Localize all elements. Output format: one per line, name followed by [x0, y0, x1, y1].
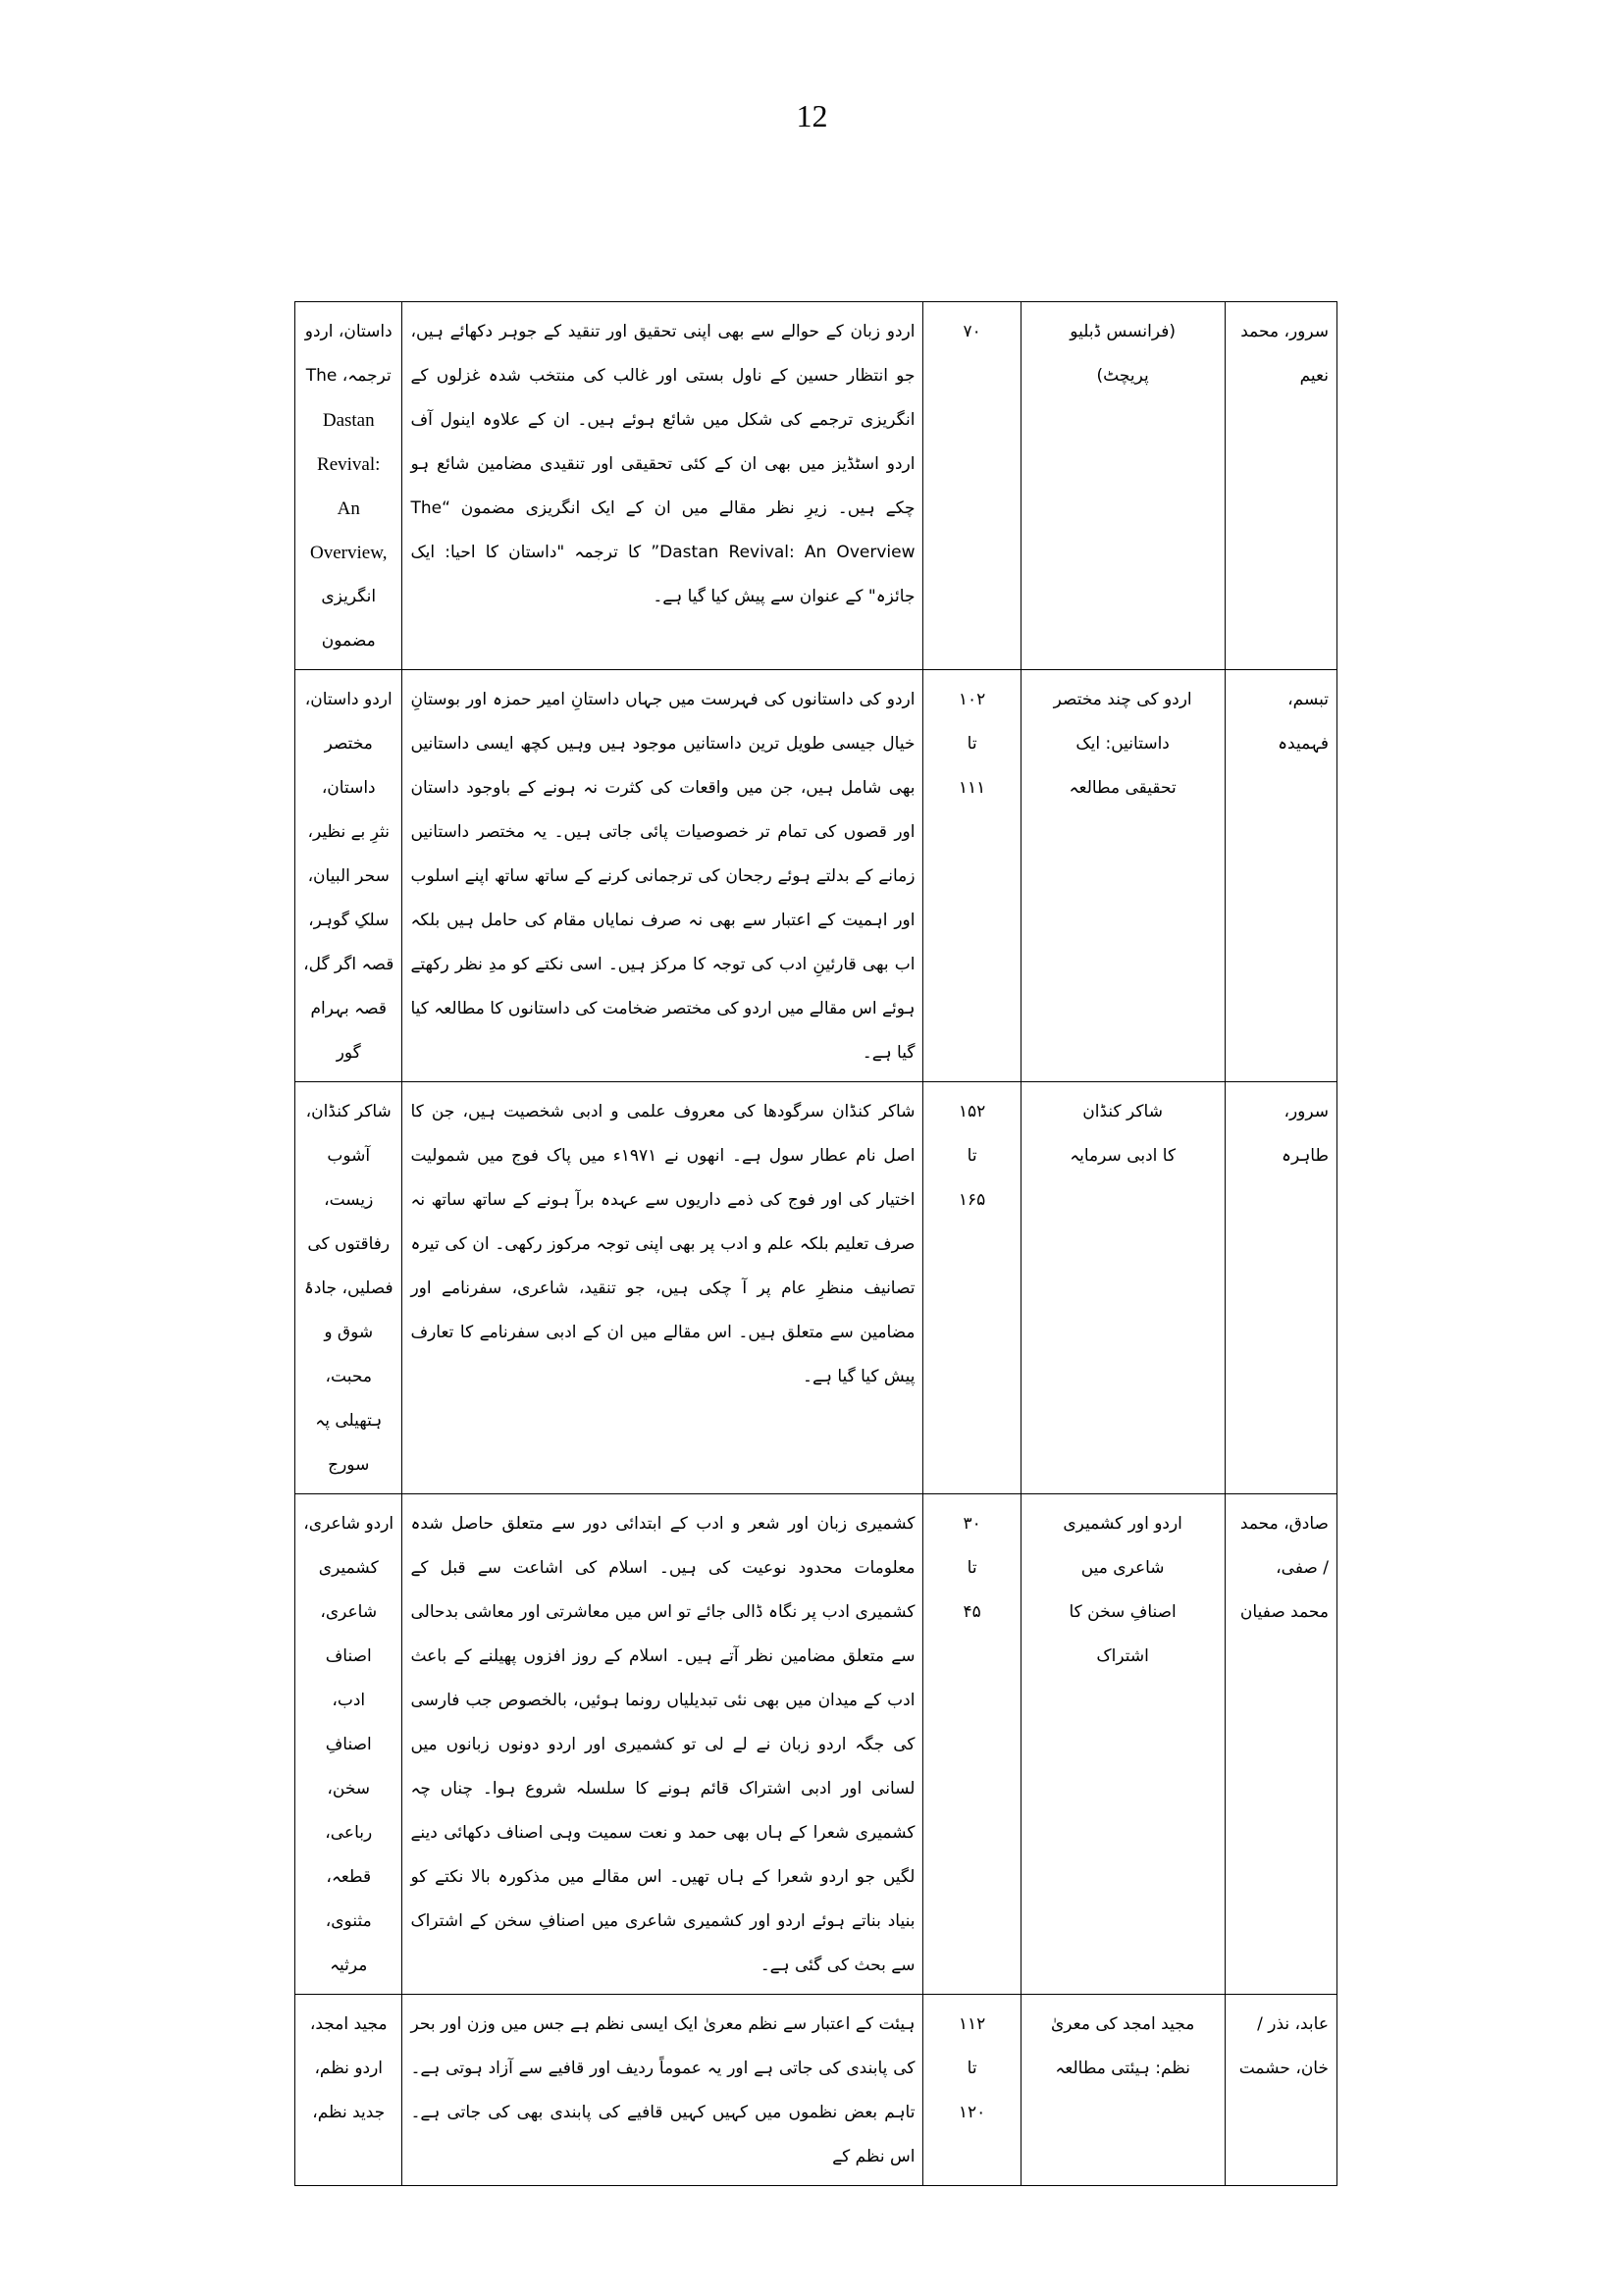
table-row — [295, 1082, 1337, 1494]
keyword: ہتھیلی پہ — [315, 1411, 383, 1431]
keyword: اصناف — [325, 1646, 372, 1666]
page-range: تا — [967, 2059, 977, 2078]
title-line: داستانیں: ایک — [1075, 734, 1170, 754]
pages-cell — [923, 670, 1021, 1082]
keyword: اردو داستان، — [304, 690, 393, 709]
abstract-cell: اردو زبان کے حوالے سے بھی اپنی تحقیق اور تنقید کے جوہر دکھائے ہیں، جو انتظار حسین کے ناول بستی اور غالب کی منتخب شدہ غزلوں کے انگریزی ترجمے کی شکل میں شائع ہوئے ہیں۔ ان کے علاوہ اینول آف اردو اسٹڈیز میں بھی ان کے کئی تحقیقی اور تنقیدی مضامین شائع ہو چکے ہیں۔ زیرِ نظر مقالے میں ان کے ایک انگریزی مضمون “The Dastan Revival: An Overview” کا ترجمہ "داستان کا احیا: ایک جائزہ" کے عنوان سے پیش کیا گیا ہے۔ — [402, 302, 923, 670]
keywords-cell — [295, 302, 402, 670]
page-range: ۱۱۲ — [958, 2014, 986, 2034]
title-cell — [1021, 1995, 1225, 2186]
keyword: آشوب — [327, 1146, 371, 1166]
title-cell — [1021, 670, 1225, 1082]
abstract-cell: کشمیری زبان اور شعر و ادب کے ابتدائی دور سے متعلق حاصل شدہ معلومات محدود نوعیت کی ہیں۔ اسلام کی اشاعت سے قبل کے کشمیری ادب پر نگاہ ڈالی جائے تو اس میں معاشرتی اور معاشی بدحالی سے متعلق مضامین نظر آتے ہیں۔ اسلام کے روز افزوں پھیلنے کے باعث ادب کے میدان میں بھی نئی تبدیلیاں رونما ہوئیں، بالخصوص جب فارسی کی جگہ اردو زبان نے لے لی تو کشمیری اور اردو دونوں زبانوں میں لسانی اور ادبی اشتراک قائم ہونے کا سلسلہ شروع ہوا۔ چناں چہ کشمیری شعرا کے ہاں بھی حمد و نعت سمیت وہی اصناف دکھائی دینے لگیں جو اردو شعرا کے ہاں تھیں۔ اس مقالے میں مذکورہ بالا نکتے کو بنیاد بناتے ہوئے اردو اور کشمیری شاعری میں اصنافِ سخن کے اشتراک سے بحث کی گئی ہے۔ — [402, 1494, 923, 1995]
table-row — [295, 1494, 1337, 1995]
keyword: جدید نظم، — [312, 2103, 386, 2122]
keyword: An — [337, 498, 360, 519]
keyword: مرثیہ — [330, 1956, 368, 1975]
keyword: سورج — [328, 1455, 370, 1475]
page-range: ۱۰۲ — [958, 690, 986, 709]
page-range: ۱۱۱ — [958, 778, 986, 798]
table-row — [295, 1995, 1337, 2186]
keyword: اصنافِ سخن، — [325, 1735, 372, 1799]
author-cell: سرور، طاہرہ — [1225, 1082, 1337, 1494]
keyword: قصہ اگر گل، — [303, 955, 394, 974]
keywords-cell — [295, 670, 402, 1082]
title-line: نظم: ہیئتی مطالعہ — [1055, 2059, 1190, 2078]
table-row — [295, 670, 1337, 1082]
keyword: مثنوی، — [325, 1911, 372, 1931]
keyword: شاکر کنڈان، — [305, 1102, 392, 1121]
page-range: تا — [967, 1558, 977, 1578]
keyword: ادب، — [332, 1691, 366, 1710]
keywords-cell — [295, 1995, 402, 2186]
keyword: مضمون — [321, 631, 376, 651]
keyword: Revival: — [317, 454, 381, 475]
author-cell: صادق، محمد / صفی، محمد صفیان — [1225, 1494, 1337, 1995]
title-line: شاکر کنڈان — [1082, 1102, 1163, 1121]
keyword: گور — [336, 1043, 361, 1063]
page-range: ۳۰ — [963, 1514, 981, 1534]
keyword: مختصر داستان، — [321, 734, 376, 798]
keyword: قصہ بہرام — [310, 999, 388, 1018]
table-row — [295, 302, 1337, 670]
keyword: انگریزی — [321, 587, 377, 606]
author-cell: عابد، نذر / خان، حشمت — [1225, 1995, 1337, 2186]
title-line: شاعری میں — [1080, 1558, 1165, 1578]
keyword: رفاقتوں کی — [307, 1234, 391, 1254]
keyword: Overview, — [310, 543, 388, 563]
keyword: سحر البیان، — [307, 866, 390, 886]
keyword: Dastan — [322, 410, 375, 431]
keywords-cell — [295, 1494, 402, 1995]
keyword: زیست، — [324, 1190, 374, 1210]
keyword: شوق و محبت، — [324, 1323, 374, 1386]
index-table — [294, 301, 1337, 2186]
keywords-cell — [295, 1082, 402, 1494]
abstract-cell: ہیئت کے اعتبار سے نظم معریٰ ایک ایسی نظم ہے جس میں وزن اور بحر کی پابندی کی جاتی ہے اور یہ عموماً ردیف اور قافیے سے آزاد ہوتی ہے۔ تاہم بعض نظموں میں کہیں کہیں قافیے کی پابندی بھی کی جاتی ہے۔ اس نظم کے — [402, 1995, 923, 2186]
keyword: داستان، اردو — [304, 322, 393, 341]
page-range: ۷۰ — [963, 322, 981, 341]
pages-cell — [923, 302, 1021, 670]
title-line: اشتراک — [1096, 1646, 1149, 1666]
keyword: فصلیں، جادۂ — [303, 1278, 393, 1298]
page-range: تا — [967, 1146, 977, 1166]
author-cell: تبسم، فہمیدہ — [1225, 670, 1337, 1082]
keyword: شاعری، — [320, 1602, 378, 1622]
page-range: ۴۵ — [963, 1602, 981, 1622]
page-range: تا — [967, 734, 977, 754]
abstract-cell: اردو کی داستانوں کی فہرست میں جہاں داستانِ امیر حمزہ اور بوستانِ خیال جیسی طویل ترین داستانیں موجود ہیں وہیں کچھ ایسی داستانیں بھی شامل ہیں، جن میں واقعات کی کثرت نہ ہونے کے باوجود داستان اور قصوں کی تمام تر خصوصیات پائی جاتی ہیں۔ یہ مختصر داستانیں زمانے کے بدلتے ہوئے رجحان کی ترجمانی کرنے کے ساتھ ساتھ اپنے اسلوب اور اہمیت کے اعتبار سے بھی نہ صرف نمایاں مقام کی حامل ہیں بلکہ اب بھی قارئینِ ادب کی توجہ کا مرکز ہیں۔ اسی نکتے کو مدِ نظر رکھتے ہوئے اس مقالے میں اردو کی مختصر ضخامت کی داستانوں کا مطالعہ کیا گیا ہے۔ — [402, 670, 923, 1082]
abstract-cell: شاکر کنڈان سرگودھا کی معروف علمی و ادبی شخصیت ہیں، جن کا اصل نام عطار سول ہے۔ انھوں نے ۱۹۷۱ء میں پاک فوج میں شمولیت اختیار کی اور فوج کی ذمے داریوں سے عہدہ برآ ہونے کے ساتھ ساتھ نہ صرف تعلیم بلکہ علم و ادب پر بھی اپنی توجہ مرکوز رکھی۔ ان کی تیرہ تصانیف منظرِ عام پر آ چکی ہیں، جو تنقید، شاعری، سفرنامے اور مضامین سے متعلق ہیں۔ اس مقالے میں ان کے ادبی سفرنامے کا تعارف پیش کیا گیا ہے۔ — [402, 1082, 923, 1494]
title-line: مجید امجد کی معریٰ — [1050, 2014, 1195, 2034]
keyword: سلکِ گوہر، — [308, 911, 390, 930]
title-cell — [1021, 1082, 1225, 1494]
keyword: مجید امجد، — [309, 2014, 388, 2034]
keyword: کشمیری — [318, 1558, 379, 1578]
title-line: اصنافِ سخن کا — [1069, 1602, 1177, 1622]
title-line: اردو کی چند مختصر — [1053, 690, 1192, 709]
title-line: پریچٹ) — [1096, 366, 1149, 386]
keyword: ترجمہ، The — [305, 366, 392, 386]
title-line: اردو اور کشمیری — [1063, 1514, 1182, 1534]
title-line: کا ادبی سرمایہ — [1070, 1146, 1177, 1166]
pages-cell — [923, 1995, 1021, 2186]
title-cell — [1021, 1494, 1225, 1995]
page-range: ۱۲۰ — [958, 2103, 986, 2122]
keyword: رباعی، قطعہ، — [325, 1823, 373, 1887]
author-cell: سرور، محمد نعیم — [1225, 302, 1337, 670]
pages-cell — [923, 1494, 1021, 1995]
title-cell — [1021, 302, 1225, 670]
page-range: ۱۶۵ — [958, 1190, 986, 1210]
page-number: 12 — [796, 98, 828, 133]
page-range: ۱۵۲ — [958, 1102, 986, 1121]
keyword: اردو شاعری، — [303, 1514, 394, 1534]
pages-cell — [923, 1082, 1021, 1494]
keyword: نثرِ بے نظیر، — [307, 822, 390, 842]
title-line: (فرانسس ڈبلیو — [1070, 322, 1176, 341]
title-line: تحقیقی مطالعہ — [1069, 778, 1177, 798]
keyword: اردو نظم، — [314, 2059, 384, 2078]
